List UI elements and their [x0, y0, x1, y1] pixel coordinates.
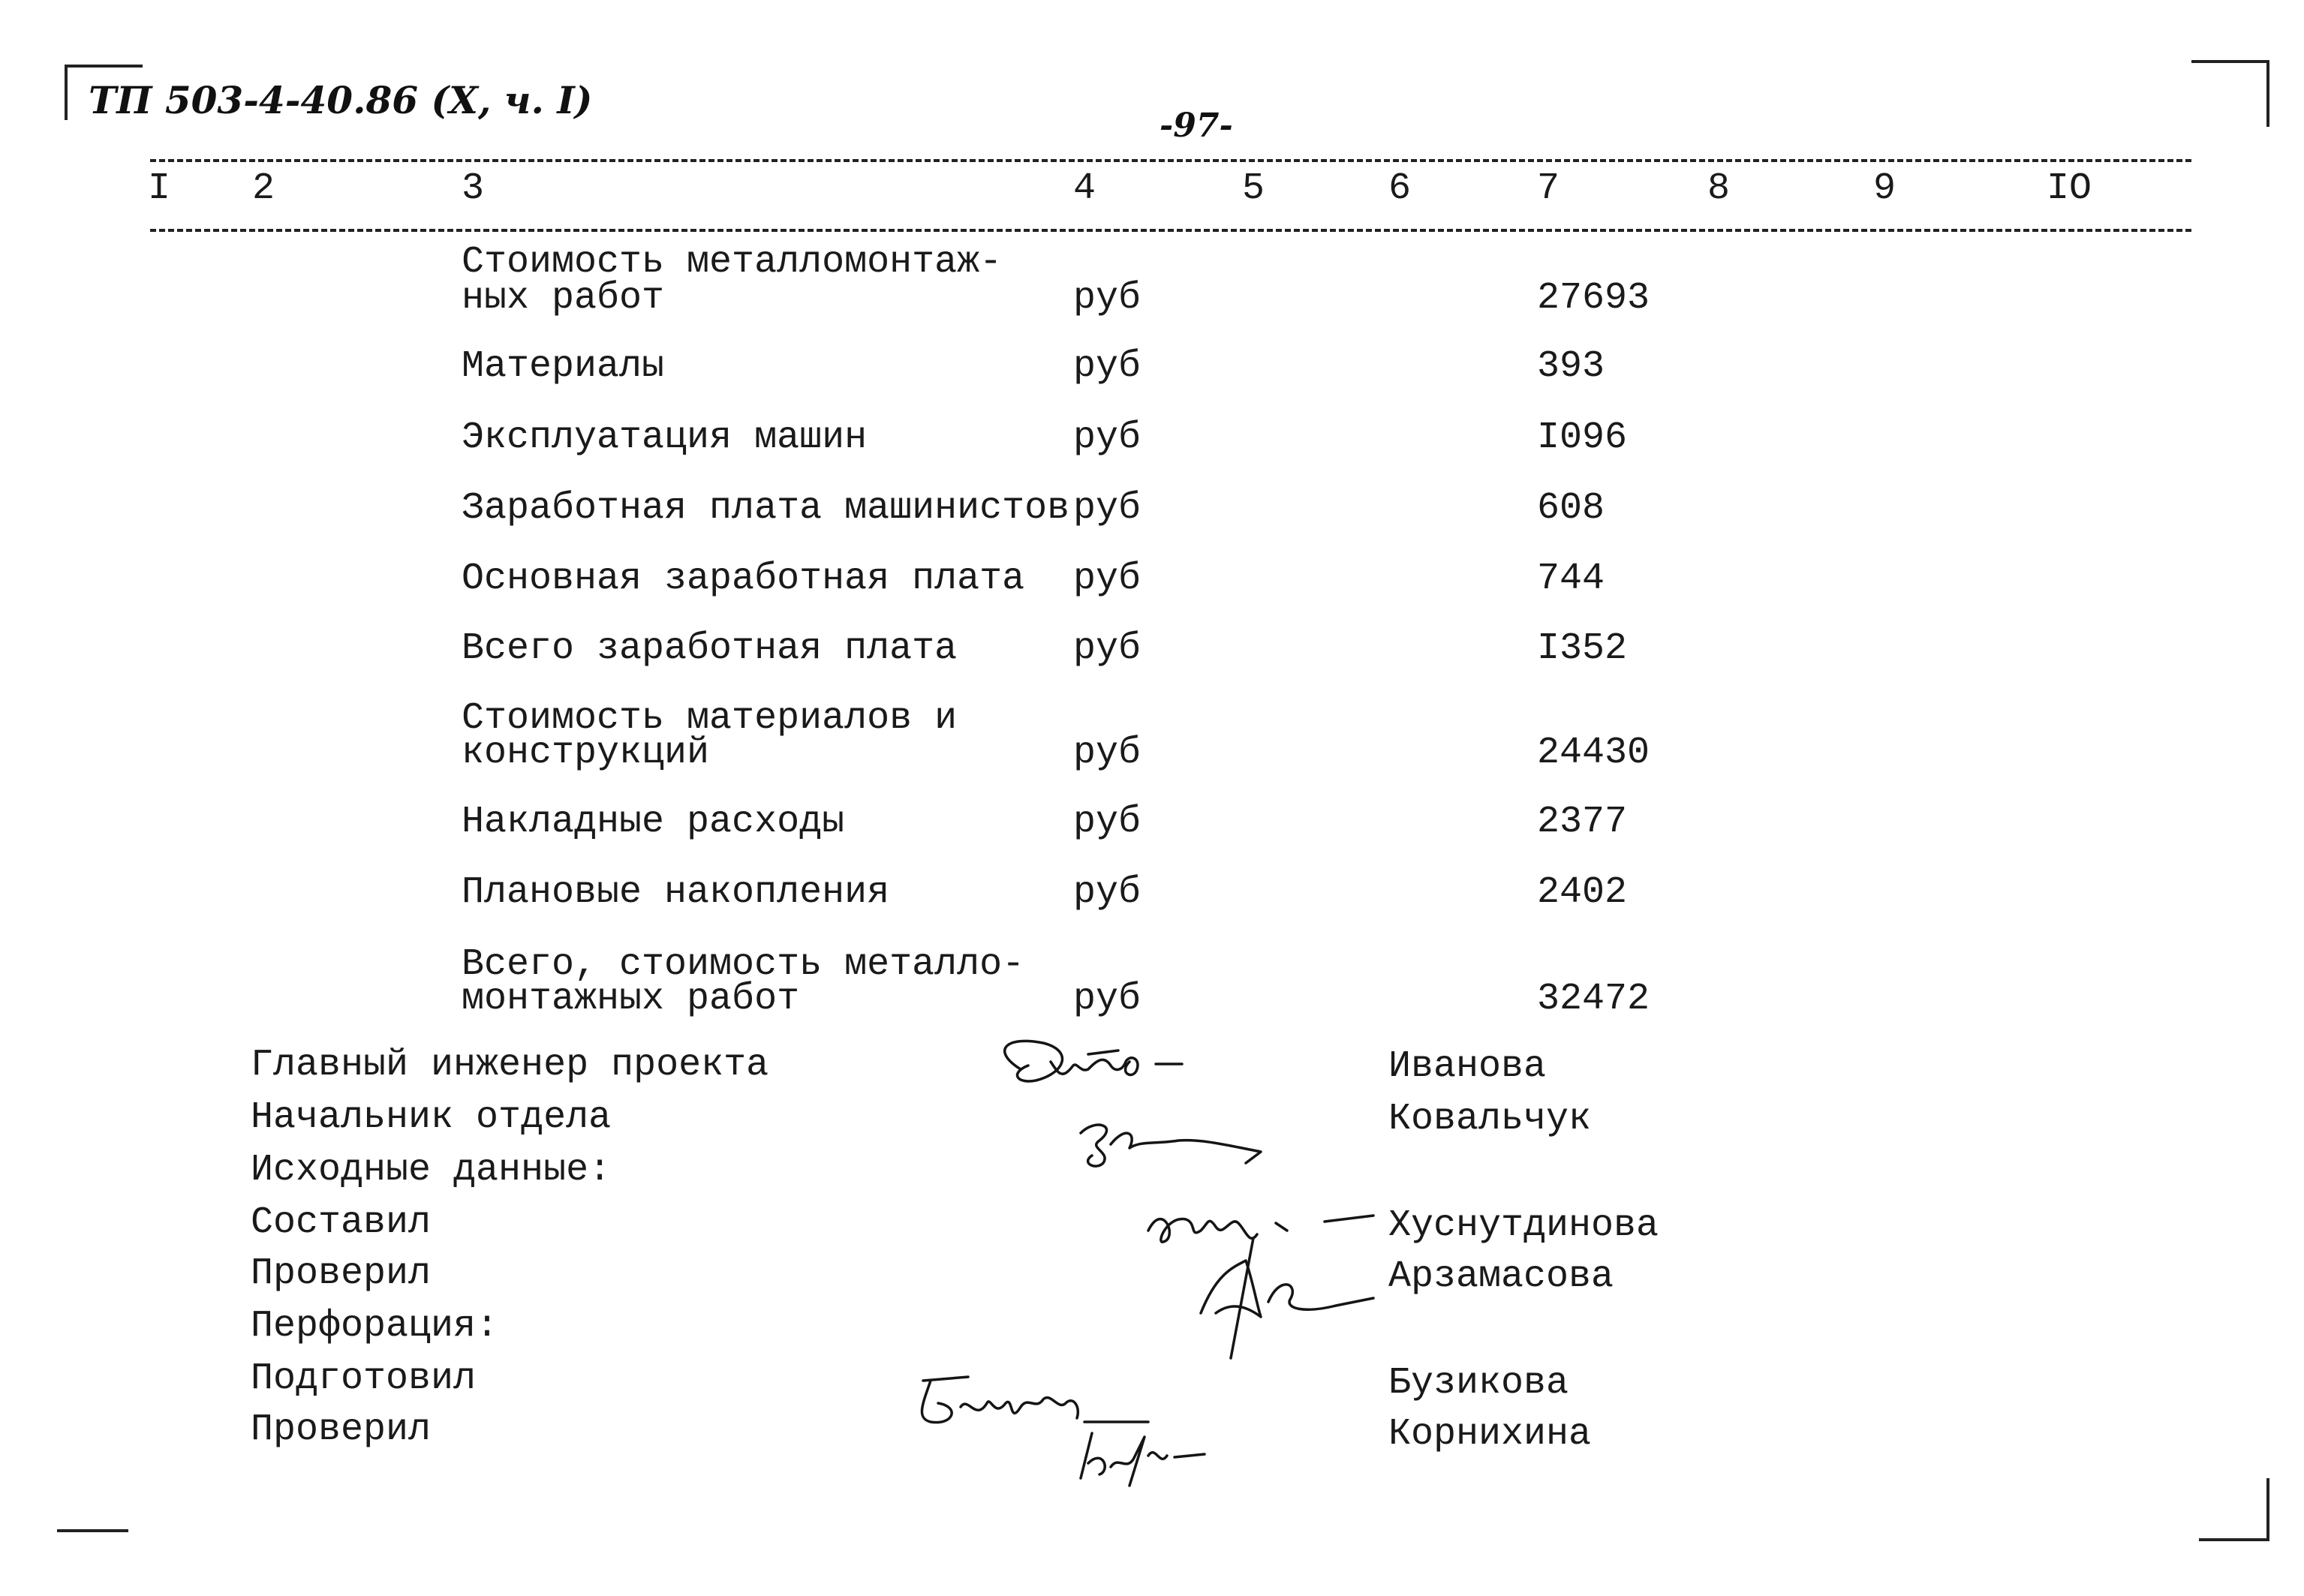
- item-unit: руб: [1073, 627, 1141, 670]
- item-unit: руб: [1073, 871, 1141, 914]
- item-name: Всего заработная плата: [462, 627, 958, 670]
- item-value: 2402: [1537, 871, 1628, 914]
- role-label: Начальник отдела: [251, 1096, 612, 1139]
- item-name: монтажных работ: [462, 978, 800, 1020]
- item-unit: руб: [1073, 558, 1141, 600]
- item-name: Всего, стоимость металло-: [462, 943, 1025, 986]
- signature-kornikhina: [1066, 1411, 1231, 1493]
- item-name: Эксплуатация машин: [462, 416, 868, 459]
- column-number: 6: [1388, 167, 1412, 210]
- column-number: IO: [2047, 167, 2092, 210]
- column-number: 8: [1707, 167, 1731, 210]
- item-name: Плановые накопления: [462, 871, 890, 914]
- item-name: ных работ: [462, 277, 665, 320]
- signature-kovalchuk: [1066, 1111, 1291, 1178]
- item-value: 744: [1537, 558, 1605, 600]
- item-value: 2377: [1537, 801, 1628, 843]
- item-value: 24430: [1537, 732, 1650, 774]
- column-number: 2: [252, 167, 275, 210]
- item-unit: руб: [1073, 345, 1141, 388]
- item-value: I352: [1537, 627, 1628, 670]
- frame-corner-bottom-left: [57, 1529, 128, 1532]
- item-name: Материалы: [462, 345, 665, 388]
- item-value: I096: [1537, 416, 1628, 459]
- signer-name: Бузикова: [1388, 1362, 1569, 1405]
- item-value: 32472: [1537, 978, 1650, 1020]
- role-label: Подготовил: [251, 1357, 477, 1400]
- item-unit: руб: [1073, 978, 1141, 1020]
- role-label: Перфорация:: [251, 1305, 499, 1348]
- item-name: конструкций: [462, 732, 710, 774]
- item-unit: руб: [1073, 801, 1141, 843]
- item-unit: руб: [1073, 487, 1141, 530]
- signature-arzamasova: [1186, 1231, 1381, 1366]
- signer-name: Арзамасова: [1388, 1255, 1614, 1298]
- frame-corner-bottom-right: [2199, 1478, 2269, 1541]
- item-name: Заработная плата машинистов: [462, 487, 1070, 530]
- header-rule-bottom: [150, 229, 2191, 232]
- page-number: -97-: [1160, 107, 1233, 145]
- item-value: 393: [1537, 345, 1605, 388]
- item-unit: руб: [1073, 277, 1141, 320]
- column-number: 7: [1537, 167, 1560, 210]
- column-number: 9: [1873, 167, 1896, 210]
- item-name: Стоимость материалов и: [462, 697, 958, 740]
- signer-name: Иванова: [1388, 1045, 1547, 1088]
- column-number: 3: [462, 167, 485, 210]
- frame-corner-top-right: [2191, 60, 2269, 127]
- item-name: Основная заработная плата: [462, 558, 1025, 600]
- signer-name: Хуснутдинова: [1388, 1204, 1659, 1247]
- role-label: Проверил: [251, 1252, 432, 1295]
- column-number: I: [148, 167, 171, 210]
- role-label: Исходные данные:: [251, 1149, 612, 1192]
- column-number: 5: [1242, 167, 1265, 210]
- item-name: Накладные расходы: [462, 801, 845, 843]
- signature-ivanova: [976, 1028, 1231, 1111]
- item-value: 608: [1537, 487, 1605, 530]
- column-number: 4: [1073, 167, 1096, 210]
- role-label: Проверил: [251, 1408, 432, 1451]
- item-unit: руб: [1073, 732, 1141, 774]
- role-label: Составил: [251, 1201, 432, 1244]
- item-name: Стоимость металломонтаж-: [462, 241, 1003, 284]
- signer-name: Ковальчук: [1388, 1098, 1592, 1141]
- header-rule-top: [150, 159, 2191, 162]
- doc-code: ТП 503-4-40.86 (X, ч. I): [89, 78, 593, 122]
- signer-name: Корнихина: [1388, 1413, 1592, 1456]
- item-unit: руб: [1073, 416, 1141, 459]
- role-label: Главный инженер проекта: [251, 1044, 769, 1087]
- item-value: 27693: [1537, 277, 1650, 320]
